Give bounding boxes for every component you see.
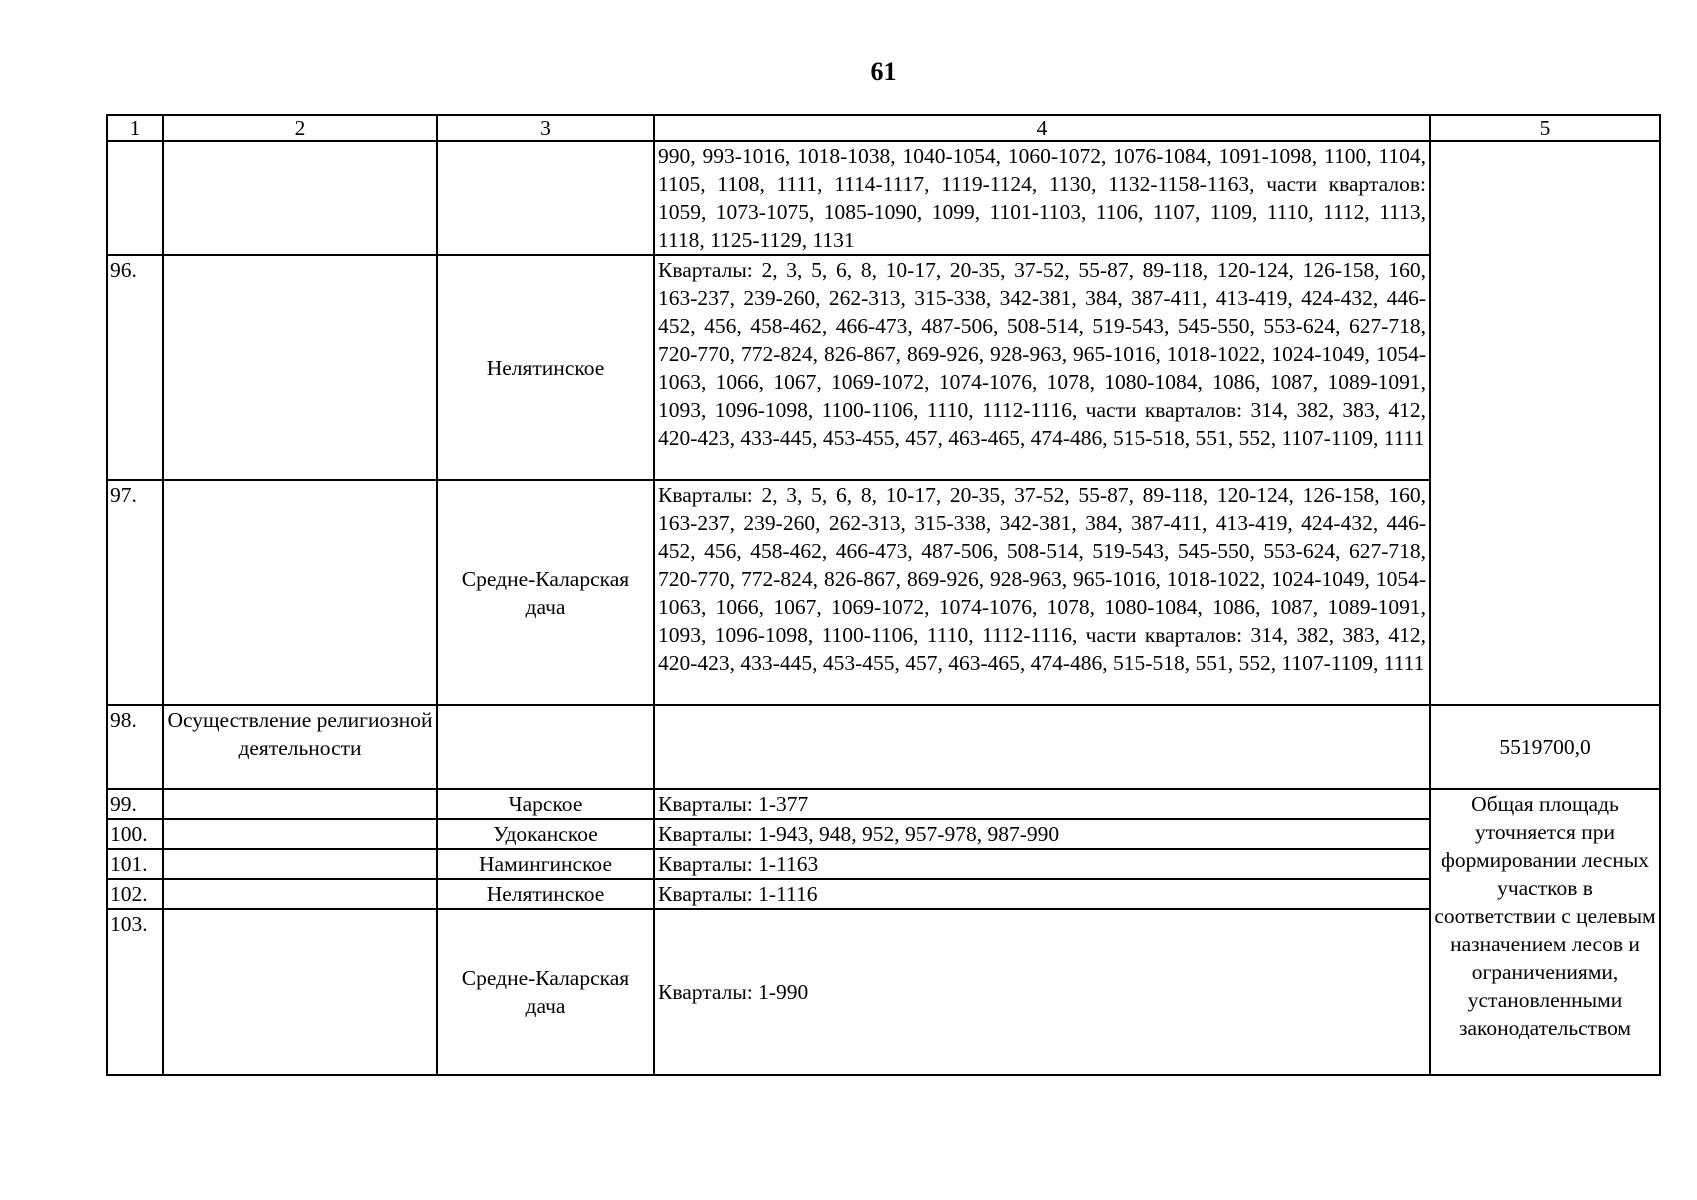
forestry-cell: Удоканское xyxy=(437,819,654,849)
purpose-cell xyxy=(163,909,437,1075)
row-number: 102. xyxy=(107,879,163,909)
table-row xyxy=(107,909,1660,1075)
table-row xyxy=(107,849,1660,879)
quarters-cell: Кварталы: 2, 3, 5, 6, 8, 10-17, 20-35, 37-52, 55-87, 89-118, 120-124, 126-158, 160, 163-237, 239-260, 262-313, 315-338, 342-381, 384, 387-411, 413-419, 424-432, 446-452, 456, 458-462, 466-473, 487-506, 508-514, 519-543, 545-550, 553-624, 627-718, 720-770, 772-824, 826-867, 869-926, 928-963, 965-1016, 1018-1022, 1024-1049, 1054-1063, 1066, 1067, 1069-1072, 1074-1076, 1078, 1080-1084, 1086, 1087, 1089-1091, 1093, 1096-1098, 1100-1106, 1110, 1112-1116, части кварталов: 314, 382, 383, 412, 420-423, 433-445, 453-455, 457, 463-465, 474-486, 515-518, 551, 552, 1107-1109, 1111 xyxy=(654,255,1430,480)
forestry-cell: Средне-Каларская дача xyxy=(437,909,654,1075)
table-row xyxy=(107,705,1660,789)
header-col-1: 1 xyxy=(107,115,163,141)
purpose-cell xyxy=(163,141,437,255)
table-row xyxy=(107,879,1660,909)
page-number: 61 xyxy=(870,57,897,86)
purpose-cell xyxy=(163,879,437,909)
row-number: 96. xyxy=(107,255,163,480)
forestry-cell: Чарское xyxy=(437,789,654,819)
row-number: 98. xyxy=(107,705,163,789)
area-cell-empty xyxy=(1430,141,1660,705)
table-row xyxy=(107,789,1660,819)
header-col-4: 4 xyxy=(654,115,1430,141)
row-number: 101. xyxy=(107,849,163,879)
row-number: 99. xyxy=(107,789,163,819)
row-number: 100. xyxy=(107,819,163,849)
table-row xyxy=(107,255,1660,480)
forestry-cell xyxy=(437,141,654,255)
forestry-cell xyxy=(437,705,654,789)
table-row xyxy=(107,480,1660,705)
forest-plots-table xyxy=(106,114,1661,1076)
header-col-3: 3 xyxy=(437,115,654,141)
quarters-cell xyxy=(654,705,1430,789)
purpose-cell xyxy=(163,480,437,705)
header-row xyxy=(107,115,1660,141)
table-row xyxy=(107,819,1660,849)
forestry-cell: Нелятинское xyxy=(437,255,654,480)
forestry-cell: Нелятинское xyxy=(437,879,654,909)
quarters-cell: Кварталы: 1-990 xyxy=(654,909,1430,1075)
area-value: 5519700,0 xyxy=(1430,705,1660,789)
quarters-cell: Кварталы: 1-943, 948, 952, 957-978, 987-990 xyxy=(654,819,1430,849)
row-number: 97. xyxy=(107,480,163,705)
quarters-cell: Кварталы: 1-1116 xyxy=(654,879,1430,909)
purpose-cell xyxy=(163,849,437,879)
area-note: Общая площадь уточняется при формировании лесных участков в соответствии с целевым назначением лесов и ограничениями, установленными законодательством xyxy=(1430,789,1660,1075)
quarters-cell: 990, 993-1016, 1018-1038, 1040-1054, 1060-1072, 1076-1084, 1091-1098, 1100, 1104, 1105, 1108, 1111, 1114-1117, 1119-1124, 1130, 1132-1158-1163, части кварталов: 1059, 1073-1075, 1085-1090, 1099, 1101-1103, 1106, 1107, 1109, 1110, 1112, 1113, 1118, 1125-1129, 1131 xyxy=(654,141,1430,255)
purpose-cell xyxy=(163,819,437,849)
header-col-5: 5 xyxy=(1430,115,1660,141)
row-number xyxy=(107,141,163,255)
table-row xyxy=(107,141,1660,255)
quarters-cell: Кварталы: 2, 3, 5, 6, 8, 10-17, 20-35, 37-52, 55-87, 89-118, 120-124, 126-158, 160, 163-237, 239-260, 262-313, 315-338, 342-381, 384, 387-411, 413-419, 424-432, 446-452, 456, 458-462, 466-473, 487-506, 508-514, 519-543, 545-550, 553-624, 627-718, 720-770, 772-824, 826-867, 869-926, 928-963, 965-1016, 1018-1022, 1024-1049, 1054-1063, 1066, 1067, 1069-1072, 1074-1076, 1078, 1080-1084, 1086, 1087, 1089-1091, 1093, 1096-1098, 1100-1106, 1110, 1112-1116, части кварталов: 314, 382, 383, 412, 420-423, 433-445, 453-455, 457, 463-465, 474-486, 515-518, 551, 552, 1107-1109, 1111 xyxy=(654,480,1430,705)
row-number: 103. xyxy=(107,909,163,1075)
purpose-cell xyxy=(163,255,437,480)
purpose-cell: Осуществление религиозной деятельности xyxy=(163,705,437,789)
quarters-cell: Кварталы: 1-377 xyxy=(654,789,1430,819)
quarters-cell: Кварталы: 1-1163 xyxy=(654,849,1430,879)
forestry-cell: Намингинское xyxy=(437,849,654,879)
forestry-cell: Средне-Каларская дача xyxy=(437,480,654,705)
header-col-2: 2 xyxy=(163,115,437,141)
purpose-cell xyxy=(163,789,437,819)
